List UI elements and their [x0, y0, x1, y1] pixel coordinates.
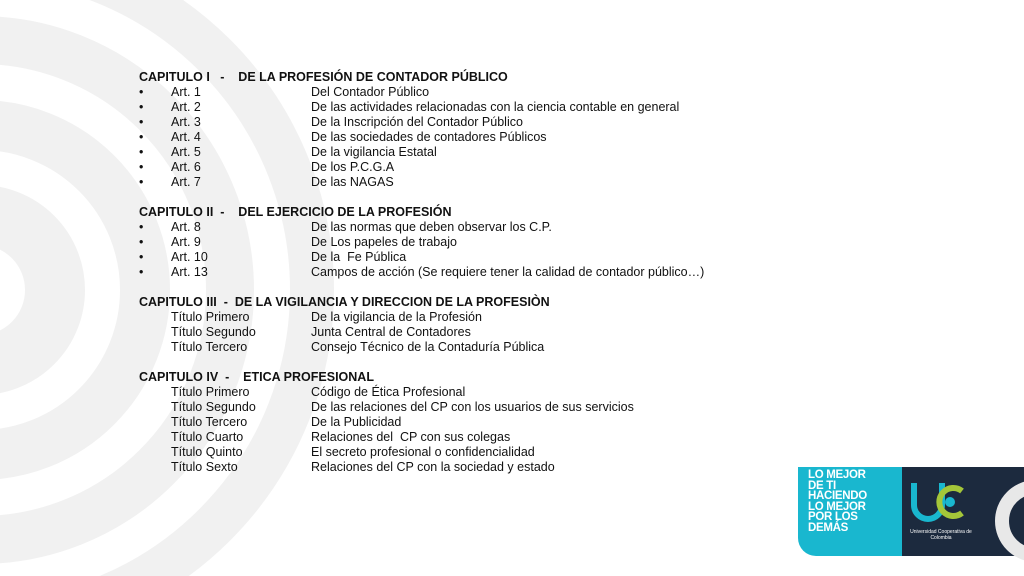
article-label: Art. 7 — [171, 175, 201, 189]
chapter-3-heading: CAPITULO III - DE LA VIGILANCIA Y DIRECCION DE LA PROFESIÒN — [139, 295, 550, 309]
article-label: Art. 8 — [171, 220, 201, 234]
decorative-ring-icon — [988, 467, 1024, 576]
article-label: Art. 9 — [171, 235, 201, 249]
list-item — [139, 145, 779, 160]
chapter-2-heading: CAPITULO II - DEL EJERCICIO DE LA PROFESIÓN — [139, 205, 452, 219]
article-description: De la Inscripción del Contador Público — [311, 115, 523, 129]
list-item — [139, 430, 779, 445]
bullet: • — [139, 115, 144, 129]
article-description: De los P.C.G.A — [311, 160, 395, 174]
list-item — [139, 400, 779, 415]
list-item — [139, 115, 779, 130]
title-description: Junta Central de Contadores — [311, 325, 471, 339]
list-item — [139, 310, 779, 325]
list-item — [139, 130, 779, 145]
slogan-line: HACIENDO — [808, 490, 867, 502]
uc-logo-icon — [910, 477, 968, 529]
article-label: Art. 4 — [171, 130, 201, 144]
article-description: De las NAGAS — [311, 175, 394, 189]
list-item — [139, 325, 779, 340]
article-description: De Los papeles de trabajo — [311, 235, 457, 249]
article-label: Art. 10 — [171, 250, 208, 264]
title-description: De la Publicidad — [311, 415, 402, 429]
slogan-line: LO MEJOR — [808, 469, 866, 481]
title-label: Título Cuarto — [171, 430, 244, 444]
slogan-line: POR LOS — [808, 511, 858, 523]
title-description: Código de Ética Profesional — [311, 385, 466, 399]
title-label: Título Tercero — [171, 340, 248, 354]
article-description: De la vigilancia Estatal — [311, 145, 437, 159]
title-label: Título Primero — [171, 310, 250, 324]
list-item — [139, 160, 779, 175]
bullet: • — [139, 235, 144, 249]
article-label: Art. 1 — [171, 85, 201, 99]
bullet: • — [139, 220, 144, 234]
list-item — [139, 220, 779, 235]
bullet: • — [139, 160, 144, 174]
list-item — [139, 265, 779, 280]
article-label: Art. 13 — [171, 265, 208, 279]
bullet: • — [139, 250, 144, 264]
list-item — [139, 445, 779, 460]
article-label: Art. 3 — [171, 115, 201, 129]
university-name: Universidad Cooperativa de Colombia — [910, 529, 972, 541]
index-content — [139, 70, 779, 475]
list-item — [139, 175, 779, 190]
article-description: De la Fe Pública — [311, 250, 407, 264]
article-description: Del Contador Público — [311, 85, 430, 99]
list-item — [139, 85, 779, 100]
slogan-panel — [798, 467, 912, 556]
bullet: • — [139, 85, 144, 99]
article-label: Art. 5 — [171, 145, 201, 159]
title-description: Relaciones del CP con sus colegas — [311, 430, 511, 444]
title-label: Título Quinto — [171, 445, 243, 459]
list-item — [139, 340, 779, 355]
title-label: Título Segundo — [171, 400, 256, 414]
article-description: Campos de acción (Se requiere tener la calidad de contador público…) — [311, 265, 705, 279]
title-label: Título Sexto — [171, 460, 238, 474]
article-label: Art. 6 — [171, 160, 201, 174]
list-item — [139, 460, 779, 475]
title-description: Consejo Técnico de la Contaduría Pública — [311, 340, 545, 354]
bullet: • — [139, 175, 144, 189]
article-label: Art. 2 — [171, 100, 201, 114]
title-description: El secreto profesional o confidencialidad — [311, 445, 535, 459]
bullet: • — [139, 145, 144, 159]
article-description: De las sociedades de contadores Públicos — [311, 130, 547, 144]
slogan-line: LO MEJOR — [808, 500, 866, 513]
slogan-line: DEMÁS — [808, 521, 849, 534]
bullet: • — [139, 130, 144, 144]
title-description: Relaciones del CP con la sociedad y estado — [311, 460, 555, 474]
spacer — [139, 355, 779, 370]
article-description: De las actividades relacionadas con la ciencia contable en general — [311, 100, 680, 114]
title-label: Título Tercero — [171, 415, 248, 429]
bullet: • — [139, 265, 144, 279]
spacer — [139, 280, 779, 295]
title-description: De la vigilancia de la Profesión — [311, 310, 482, 324]
bullet: • — [139, 100, 144, 114]
list-item — [139, 415, 779, 430]
list-item — [139, 385, 779, 400]
university-logo-banner — [798, 467, 1024, 576]
chapter-4-heading: CAPITULO IV - ETICA PROFESIONAL — [139, 370, 374, 384]
article-description: De las normas que deben observar los C.P. — [311, 220, 552, 234]
chapter-1-heading: CAPITULO I - DE LA PROFESIÓN DE CONTADOR PÚBLICO — [139, 70, 508, 84]
title-label: Título Primero — [171, 385, 250, 399]
slogan-line: DE TI — [808, 479, 836, 492]
title-label: Título Segundo — [171, 325, 256, 339]
title-description: De las relaciones del CP con los usuarios de sus servicios — [311, 400, 634, 414]
list-item — [139, 100, 779, 115]
list-item — [139, 250, 779, 265]
list-item — [139, 235, 779, 250]
spacer — [139, 190, 779, 205]
